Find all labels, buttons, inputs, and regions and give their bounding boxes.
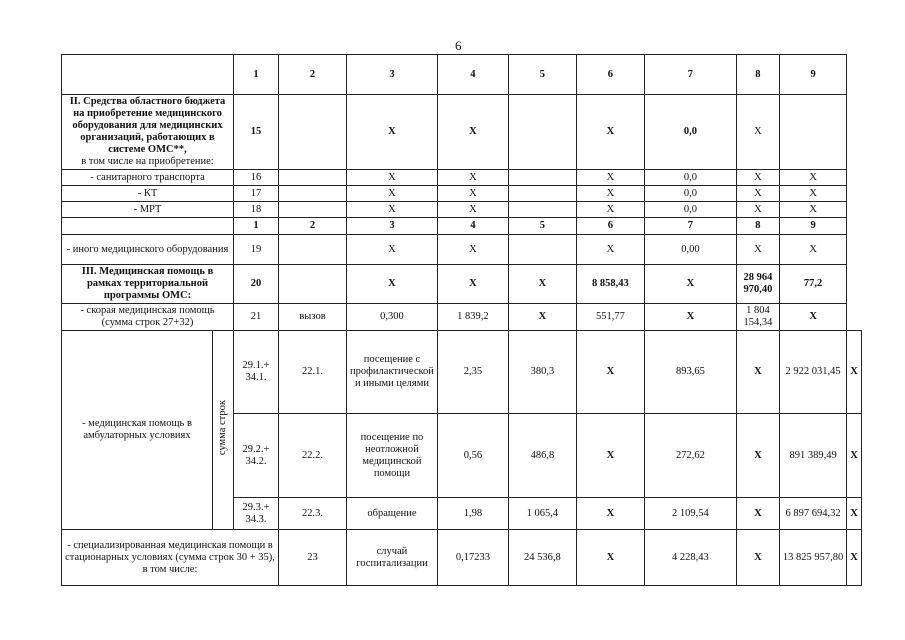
cell-c1: 16 xyxy=(234,170,279,186)
cell-c1: 15 xyxy=(234,95,279,170)
cell-c3: X xyxy=(347,202,438,218)
cell-c4: X xyxy=(437,186,508,202)
cell-c5 xyxy=(508,202,576,218)
cell-c2: посещение с профилактической и иными целями xyxy=(347,331,438,414)
cell-c5 xyxy=(508,95,576,170)
header-col-4: 4 xyxy=(437,55,508,95)
table-row xyxy=(62,304,862,331)
cell-c2 xyxy=(279,95,347,170)
cell-c8: 13 825 957,80 xyxy=(779,530,846,586)
cell-c6: X xyxy=(576,186,644,202)
cell-c5: X xyxy=(576,414,644,498)
cell-c9: X xyxy=(779,170,846,186)
page-number: 6 xyxy=(455,38,462,53)
header-empty-cell xyxy=(62,218,234,235)
cell-c9: X xyxy=(779,304,846,331)
cell-c1: 17 xyxy=(234,186,279,202)
cell-c6: 272,62 xyxy=(644,414,736,498)
cell-c6: 4 228,43 xyxy=(644,530,736,586)
cell-c6: X xyxy=(576,95,644,170)
cell-c9: X xyxy=(779,235,846,265)
row-label: - КТ xyxy=(62,186,234,202)
cell-c2 xyxy=(279,265,347,304)
cell-c8: X xyxy=(736,235,779,265)
cell-c1: 20 xyxy=(234,265,279,304)
medical-budget-table xyxy=(61,54,862,586)
cell-c7: 0,0 xyxy=(644,170,736,186)
cell-c6: 893,65 xyxy=(644,331,736,414)
table-row xyxy=(62,265,862,304)
cell-c8: X xyxy=(736,170,779,186)
table-row xyxy=(62,186,862,202)
sum-strok-vertical-cell xyxy=(213,331,234,530)
cell-c7: 0,0 xyxy=(644,186,736,202)
cell-c9: X xyxy=(779,202,846,218)
cell-c3: 0,56 xyxy=(437,414,508,498)
header-row-repeat xyxy=(62,218,862,235)
row-label: III. Медицинская помощь в рамках территориальной программы ОМС: xyxy=(62,265,234,304)
cell-c5: X xyxy=(576,331,644,414)
cell-c3: 1,98 xyxy=(437,498,508,530)
cell-c7: X xyxy=(644,304,736,331)
cell-c8: 6 897 694,32 xyxy=(779,498,846,530)
cell-c1: 22.2. xyxy=(279,414,347,498)
cell-c5: X xyxy=(576,530,644,586)
cell-c6: 2 109,54 xyxy=(644,498,736,530)
cell-c6: X xyxy=(576,235,644,265)
cell-c2 xyxy=(279,235,347,265)
cell-c8: X xyxy=(736,186,779,202)
cell-c1: 23 xyxy=(279,530,347,586)
row-label-title: II. Средства областного бюджета на приобретение медицинского оборудования для медицинских организаций, работающих в системе ОМС**, xyxy=(69,96,226,155)
cell-sum: 29.2.+ 34.2. xyxy=(234,414,279,498)
cell-c5 xyxy=(508,170,576,186)
cell-c3: X xyxy=(347,186,438,202)
cell-c9: X xyxy=(847,498,862,530)
cell-c4: 486,8 xyxy=(508,414,576,498)
header-col-8: 8 xyxy=(736,55,779,95)
header-col-2: 2 xyxy=(279,218,347,235)
cell-c6: X xyxy=(576,202,644,218)
row-label: - скорая медицинская помощь (сумма строк 27+32) xyxy=(62,304,234,331)
cell-c1: 22.3. xyxy=(279,498,347,530)
cell-c2: посещение по неотложной медицинской помощи xyxy=(347,414,438,498)
cell-c8: 2 922 031,45 xyxy=(779,331,846,414)
cell-c1: 18 xyxy=(234,202,279,218)
cell-c5 xyxy=(508,186,576,202)
header-col-8: 8 xyxy=(736,218,779,235)
cell-c7: X xyxy=(736,414,779,498)
cell-c9: X xyxy=(847,331,862,414)
cell-c5: X xyxy=(508,304,576,331)
cell-c8: X xyxy=(736,202,779,218)
cell-c8: 891 389,49 xyxy=(779,414,846,498)
header-col-5: 5 xyxy=(508,55,576,95)
cell-c8: 1 804 154,34 xyxy=(736,304,779,331)
cell-c6: 8 858,43 xyxy=(576,265,644,304)
header-col-5: 5 xyxy=(508,218,576,235)
cell-c4: X xyxy=(437,235,508,265)
header-col-1: 1 xyxy=(234,218,279,235)
cell-c7: X xyxy=(736,498,779,530)
cell-c3: 0,300 xyxy=(347,304,438,331)
row-label: - МРТ xyxy=(62,202,234,218)
header-col-7: 7 xyxy=(644,55,736,95)
header-col-6: 6 xyxy=(576,218,644,235)
cell-c4: 380,3 xyxy=(508,331,576,414)
cell-c2 xyxy=(279,170,347,186)
cell-c8: 28 964 970,40 xyxy=(736,265,779,304)
header-empty-cell xyxy=(62,55,234,95)
cell-c6: X xyxy=(576,170,644,186)
sum-strok-label: сумма строк xyxy=(217,400,228,456)
cell-c5: X xyxy=(576,498,644,530)
cell-c9: X xyxy=(779,186,846,202)
cell-c9: X xyxy=(847,530,862,586)
table-row xyxy=(62,202,862,218)
cell-c9 xyxy=(779,95,846,170)
cell-c8: X xyxy=(736,95,779,170)
cell-c7: 0,0 xyxy=(644,202,736,218)
cell-c3: X xyxy=(347,265,438,304)
cell-c4: X xyxy=(437,170,508,186)
header-col-2: 2 xyxy=(279,55,347,95)
header-col-3: 3 xyxy=(347,218,438,235)
cell-sum: 29.3.+ 34.3. xyxy=(234,498,279,530)
cell-c1: 19 xyxy=(234,235,279,265)
table-row xyxy=(62,235,862,265)
cell-c3: X xyxy=(347,235,438,265)
header-col-6: 6 xyxy=(576,55,644,95)
cell-c4: X xyxy=(437,202,508,218)
cell-c2: случай госпитализации xyxy=(347,530,438,586)
row-label: - иного медицинского оборудования xyxy=(62,235,234,265)
cell-c1: 21 xyxy=(234,304,279,331)
cell-c3: X xyxy=(347,170,438,186)
cell-sum: 29.1.+ 34.1. xyxy=(234,331,279,414)
cell-c2: вызов xyxy=(279,304,347,331)
cell-c5 xyxy=(508,235,576,265)
row-label-ambulatory: - медицинская помощь в амбулаторных условиях xyxy=(62,331,213,530)
cell-c7: X xyxy=(644,265,736,304)
cell-c4: X xyxy=(437,265,508,304)
table-row xyxy=(62,331,862,414)
cell-c7: X xyxy=(736,530,779,586)
cell-c7: 0,0 xyxy=(644,95,736,170)
cell-c2: обращение xyxy=(347,498,438,530)
cell-c7: 0,00 xyxy=(644,235,736,265)
cell-c9: 77,2 xyxy=(779,265,846,304)
cell-c4: 24 536,8 xyxy=(508,530,576,586)
header-col-3: 3 xyxy=(347,55,438,95)
cell-c3: 0,17233 xyxy=(437,530,508,586)
cell-c4: 1 065,4 xyxy=(508,498,576,530)
cell-c3: X xyxy=(347,95,438,170)
table-row xyxy=(62,95,862,170)
row-label xyxy=(62,95,234,170)
table-row xyxy=(62,530,862,586)
cell-c2 xyxy=(279,186,347,202)
cell-c1: 22.1. xyxy=(279,331,347,414)
header-col-7: 7 xyxy=(644,218,736,235)
cell-c7: X xyxy=(736,331,779,414)
header-col-9: 9 xyxy=(779,218,846,235)
row-label: - специализированная медицинская помощи в стационарных условиях (сумма строк 30 + 35), в том числе: xyxy=(62,530,279,586)
header-col-9: 9 xyxy=(779,55,846,95)
cell-c3: 2,35 xyxy=(437,331,508,414)
header-row xyxy=(62,55,862,95)
header-col-1: 1 xyxy=(234,55,279,95)
cell-c4: 1 839,2 xyxy=(437,304,508,331)
cell-c4: X xyxy=(437,95,508,170)
header-col-4: 4 xyxy=(437,218,508,235)
cell-c5: X xyxy=(508,265,576,304)
cell-c6: 551,77 xyxy=(576,304,644,331)
cell-c9: X xyxy=(847,414,862,498)
row-label: - санитарного транспорта xyxy=(62,170,234,186)
table-row xyxy=(62,170,862,186)
row-label-suffix: в том числе на приобретение: xyxy=(81,156,214,167)
cell-c2 xyxy=(279,202,347,218)
